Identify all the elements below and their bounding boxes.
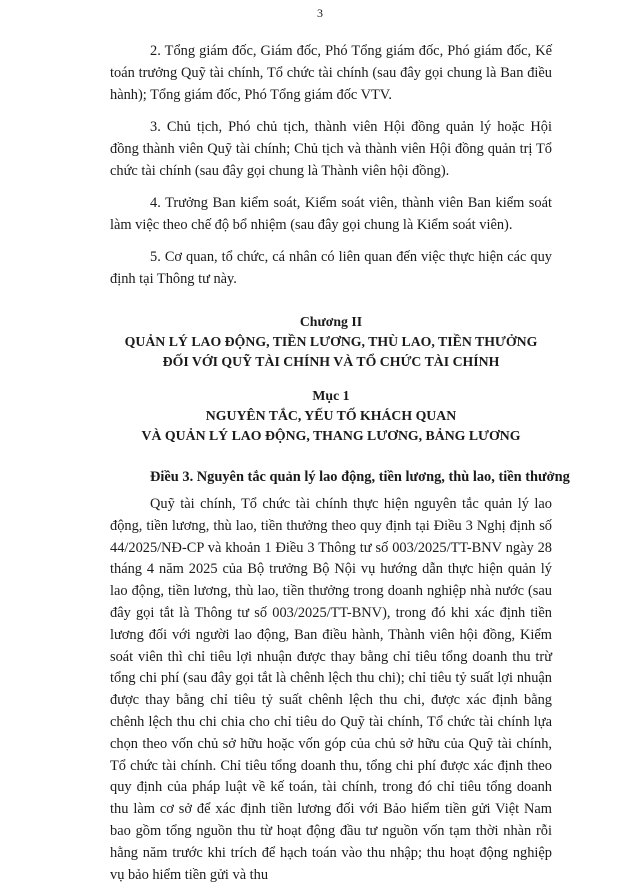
- paragraph-item-2: 2. Tổng giám đốc, Giám đốc, Phó Tổng giám đốc, Phó giám đốc, Kế toán trưởng Quỹ tài chính, Tổ chức tài chính (sau đây gọi chung là Ban điều hành); Tổng giám đốc, Phó Tổng giám đốc VTV.: [110, 43, 552, 103]
- article-heading: Điều 3. Nguyên tắc quản lý lao động, tiền lương, thù lao, tiền thưởng: [150, 469, 570, 485]
- chapter-title-line-2: ĐỐI VỚI QUỸ TÀI CHÍNH VÀ TỔ CHỨC TÀI CHÍNH: [162, 354, 500, 369]
- section-label: Mục 1: [312, 388, 350, 403]
- paragraph-item-5: 5. Cơ quan, tổ chức, cá nhân có liên quan đến việc thực hiện các quy định tại Thông tư này.: [110, 249, 552, 287]
- article-body: Quỹ tài chính, Tổ chức tài chính thực hiện nguyên tắc quản lý lao động, tiền lương, thù lao, tiền thưởng theo quy định tại Điều 3 Nghị định số 44/2025/NĐ-CP và khoản 1 Điều 3 Thông tư số 003/2025/TT-BNV ngày 28 tháng 4 năm 2025 của Bộ trưởng Bộ Nội vụ hướng dẫn thực hiện quản lý lao động, tiền lương, thù lao, tiền thưởng trong doanh nghiệp nhà nước (sau đây gọi tắt là Thông tư số 003/2025/TT-BNV), trong đó khi xác định tiền lương đối với người lao động, Ban điều hành, Thành viên hội đồng, Kiểm soát viên thì chỉ tiêu lợi nhuận được thay bằng chỉ tiêu tổng doanh thu trừ tổng chi phí (sau đây gọi tắt là chênh lệch thu chi); chỉ tiêu tỷ suất lợi nhuận được thay bằng chỉ tiêu tỷ suất chênh lệch thu chi, được xác định bằng chênh lệch thu chi chia cho chỉ tiêu do Quỹ tài chính, Tổ chức tài chính lựa chọn theo vốn chủ sở hữu hoặc vốn góp của chủ sở hữu của Quỹ tài chính, Tổ chức tài chính. Chỉ tiêu tổng doanh thu, tổng chi phí được xác định theo quy định của pháp luật về kế toán, tài chính, trong đó chỉ tiêu tổng doanh thu làm cơ sở để xác định tiền lương đối với Bảo hiểm tiền gửi Việt Nam bao gồm tổng nguồn thu từ hoạt động đầu tư nguồn vốn tạm thời nhàn rỗi hằng năm trước khi trích để hạch toán vào thu nhập; thu hoạt động nghiệp vụ bảo hiểm tiền gửi và thu: [110, 496, 552, 883]
- page-number: 3: [317, 6, 323, 20]
- section-heading: [110, 386, 552, 446]
- section-title-line-1: NGUYÊN TẮC, YẾU TỐ KHÁCH QUAN: [205, 408, 457, 423]
- document-body: [110, 40, 570, 886]
- paragraph-item-3: 3. Chủ tịch, Phó chủ tịch, thành viên Hội đồng quản lý hoặc Hội đồng thành viên Quỹ tài chính; Chủ tịch và thành viên Hội đồng quản trị Tổ chức tài chính (sau đây gọi chung là Thành viên hội đồng).: [110, 119, 552, 179]
- chapter-title-line-1: QUẢN LÝ LAO ĐỘNG, TIỀN LƯƠNG, THÙ LAO, TIỀN THƯỞNG: [124, 334, 538, 349]
- section-title-line-2: VÀ QUẢN LÝ LAO ĐỘNG, THANG LƯƠNG, BẢNG LƯƠNG: [141, 428, 521, 443]
- chapter-heading: [110, 312, 552, 372]
- chapter-label: Chương II: [299, 314, 363, 329]
- paragraph-item-4: 4. Trưởng Ban kiểm soát, Kiểm soát viên, thành viên Ban kiểm soát làm việc theo chế độ bổ nhiệm (sau đây gọi chung là Kiểm soát viên).: [110, 195, 552, 233]
